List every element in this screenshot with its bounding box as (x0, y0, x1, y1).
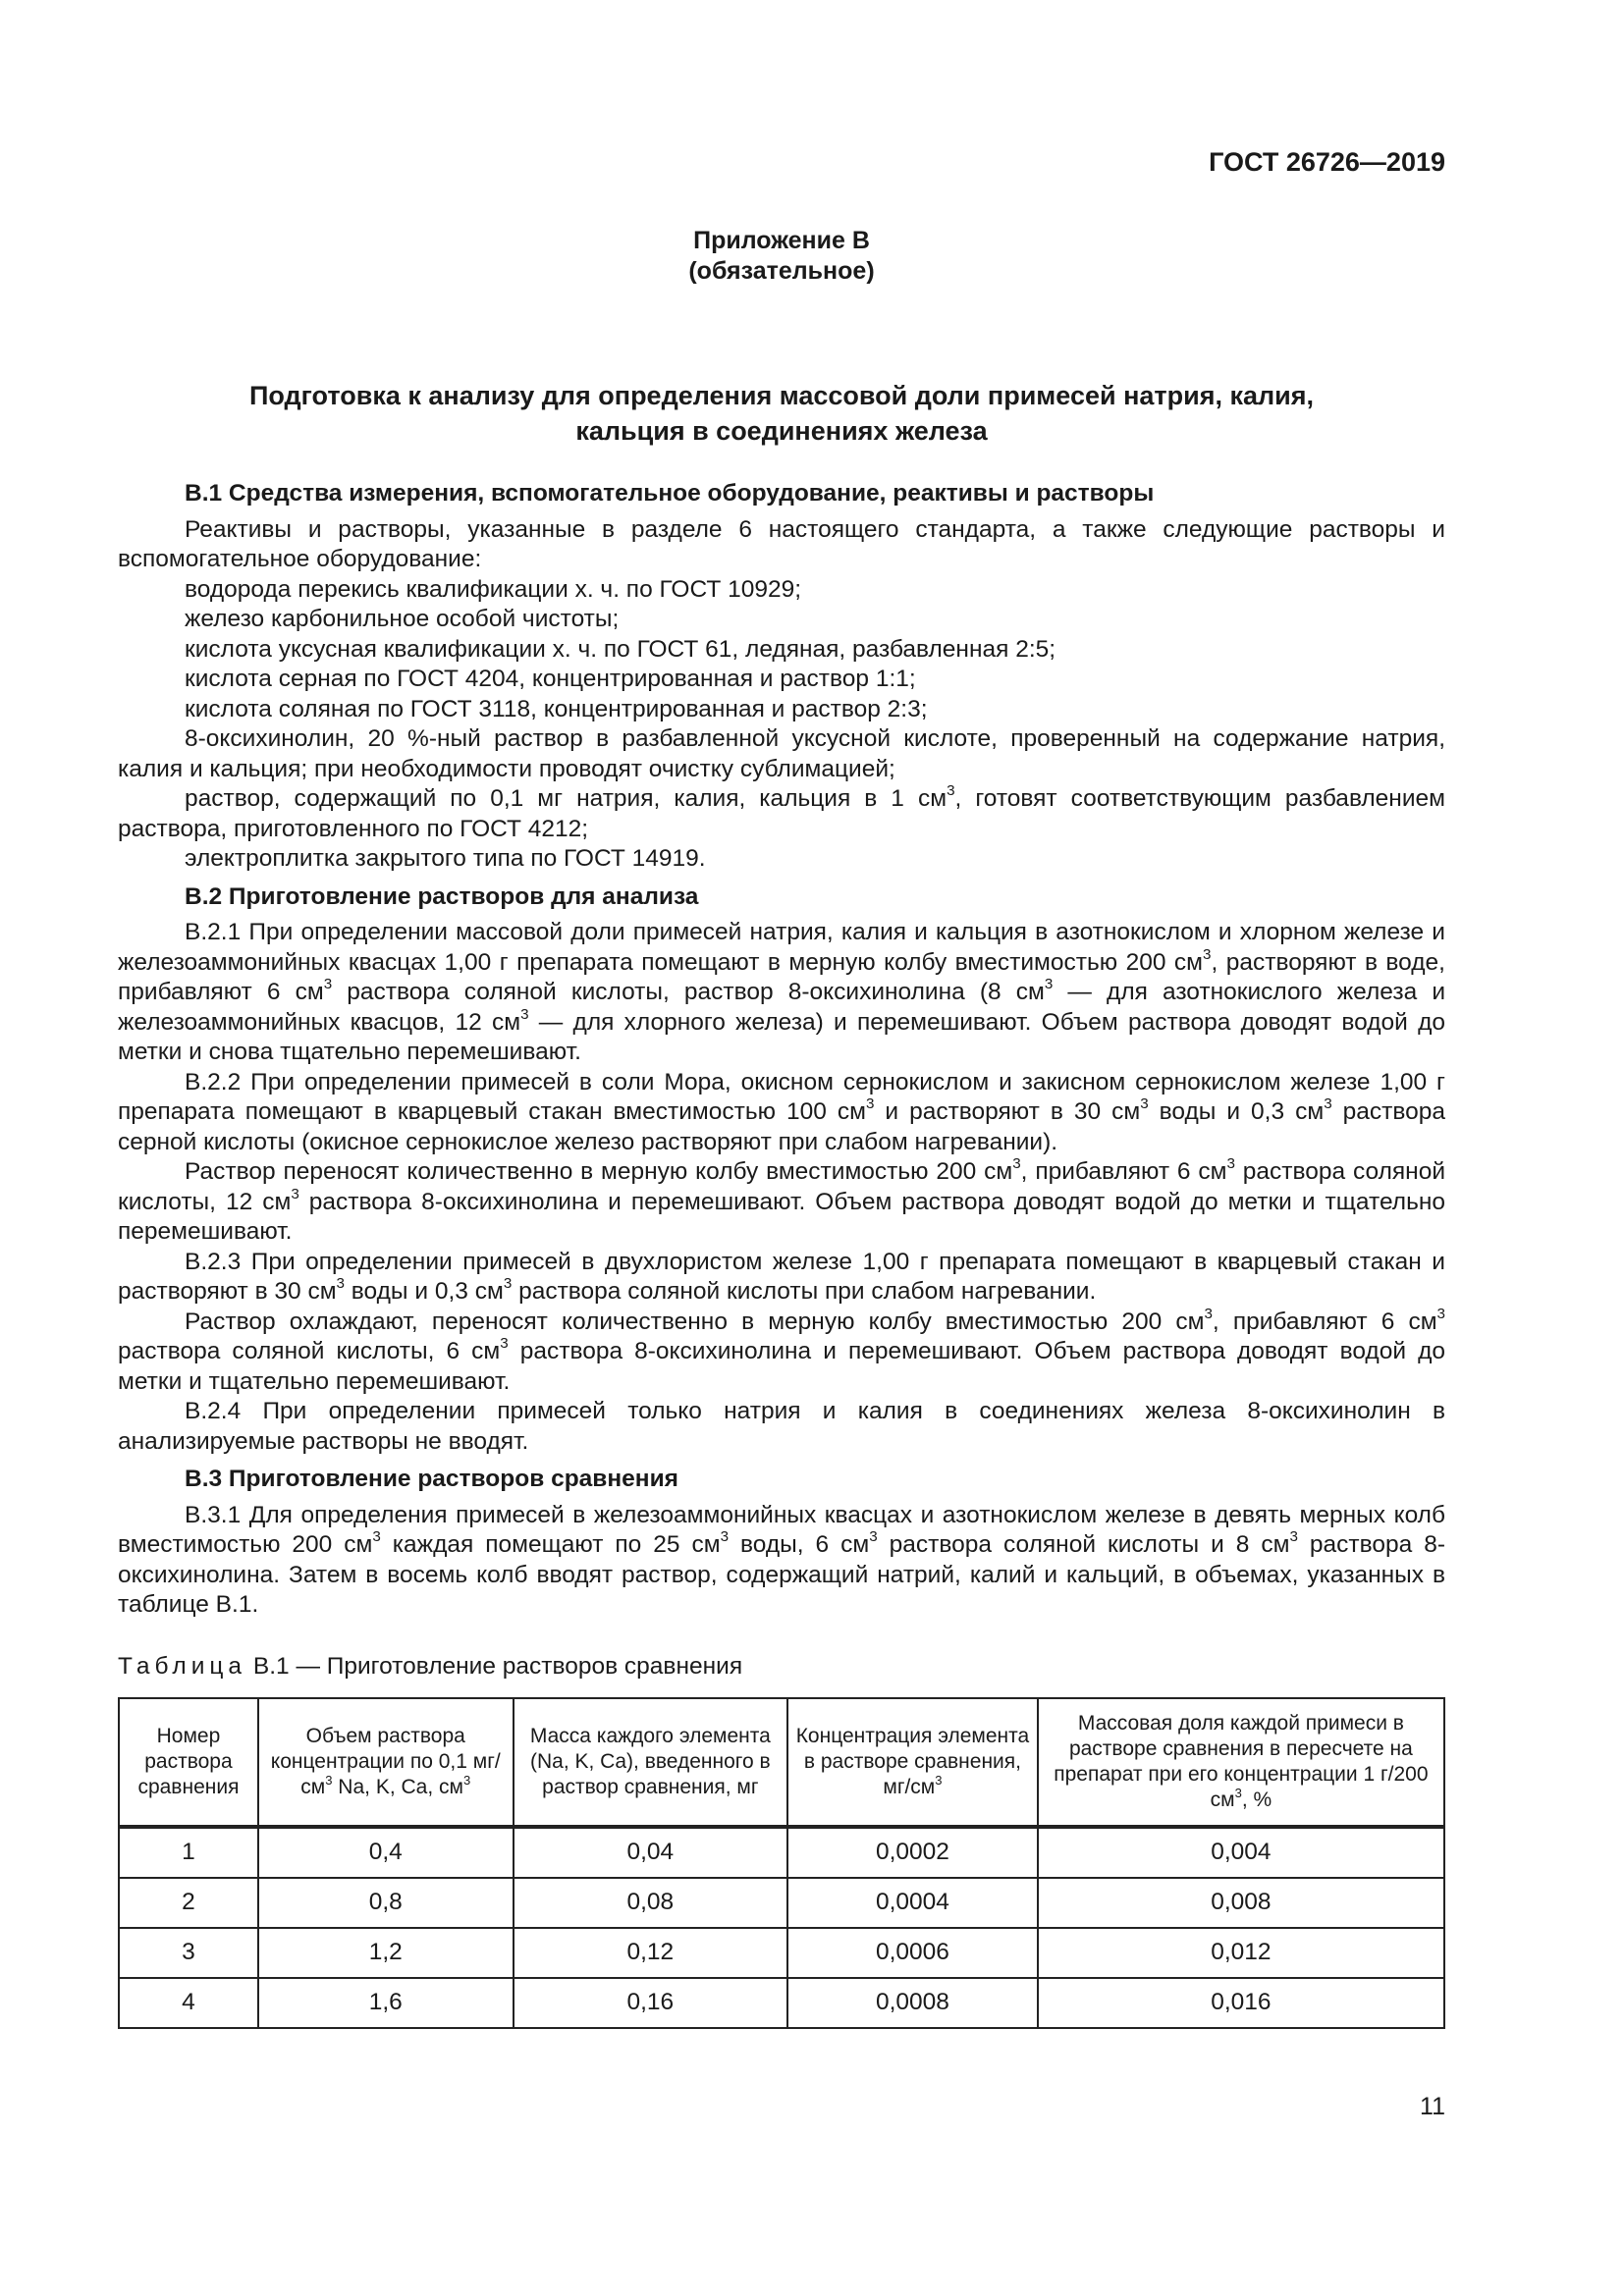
paragraph: Раствор переносят количественно в мерную колбу вместимостью 200 $см^3$, прибавляют 6 $см^3$ раствора соляной кислоты, 12 $см^3$ раствора 8-оксихинолина и перемешивают. Объем раствора доводят водой до метки и тщательно перемешивают. (118, 1155, 1446, 1245)
list-item: электроплитка закрытого типа по ГОСТ 14919. (185, 845, 706, 872)
paragraph: Реактивы и растворы, указанные в разделе 6 настоящего стандарта, а также следующие растворы и вспомогательное оборудование: (118, 515, 1445, 572)
paragraph: В.2.2 При определении примесей в соли Мора, окисном сернокислом и закисном сернокислом железе 1,00 г препарата помещают в кварцевый стакан вместимостью 100 $см^3$ и растворяют в 30 $см^3$ воды и 0,3 $см^3$ раствора серной кислоты (окисное сернокислое железо растворяют при слабом нагревании). (118, 1068, 1445, 1155)
table-cell: 0,012 (1038, 1928, 1444, 1978)
table-cell: 0,16 (514, 1978, 788, 2028)
body-text (118, 471, 1445, 2029)
table-cell: 0,0004 (787, 1878, 1038, 1928)
title-line-2: кальция в соединениях железа (575, 416, 988, 446)
table-header-cell: Номер раствора сравнения (119, 1698, 258, 1827)
table-cell: 0,8 (258, 1878, 514, 1928)
table-row (119, 1878, 1444, 1928)
paragraph: Раствор охлаждают, переносят количественно в мерную колбу вместимостью 200 $см^3$, прибавляют 6 $см^3$ раствора соляной кислоты, 6 $см^3$ раствора 8-оксихинолина и перемешивают. Объем раствора доводят водой до метки и тщательно перемешивают. (118, 1305, 1445, 1395)
page-number: 11 (1420, 2093, 1445, 2120)
table-cell: 4 (119, 1978, 258, 2028)
table-header-cell: Массовая доля каждой примеси в растворе сравнения в пересчете на препарат при его концентрации 1 г/200 $см^3$, % (1038, 1698, 1444, 1827)
table-b1 (118, 1697, 1445, 2029)
table-cell: 0,12 (514, 1928, 788, 1978)
appendix-heading (118, 226, 1445, 287)
paragraph: В.2.3 При определении примесей в двухлористом железе 1,00 г препарата помещают в кварцевый стакан и растворяют в 30 $см^3$ воды и 0,3 $см^3$ раствора соляной кислоты при слабом нагревании. (118, 1248, 1445, 1305)
heading-b3: В.3 Приготовление растворов сравнения (185, 1466, 678, 1492)
list-item: кислота уксусная квалификации х. ч. по ГОСТ 61, ледяная, разбавленная 2:5; (185, 635, 1056, 663)
table-cell: 2 (119, 1878, 258, 1928)
table-cell: 0,08 (514, 1878, 788, 1928)
standard-number: ГОСТ 26726—2019 (1209, 147, 1445, 177)
page (118, 0, 1445, 2296)
table-cell: 0,04 (514, 1827, 788, 1878)
section-title (118, 378, 1445, 449)
table-header-cell: Концентрация элемента в растворе сравнения, $мг/см^3$ (787, 1698, 1038, 1827)
heading-b1: В.1 Средства измерения, вспомогательное оборудование, реактивы и растворы (185, 480, 1155, 507)
table-row (119, 1827, 1444, 1878)
appendix-title: Приложение В (693, 227, 870, 254)
table-row (119, 1978, 1444, 2028)
table-cell: 0,4 (258, 1827, 514, 1878)
table-cell: 0,0002 (787, 1827, 1038, 1878)
list-item: железо карбонильное особой чистоты; (185, 606, 620, 632)
table-cell: 1 (119, 1827, 258, 1878)
paragraph: 8-оксихинолин, 20 %-ный раствор в разбавленной уксусной кислоте, проверенный на содержание натрия, калия и кальция; при необходимости проводят очистку сублимацией; (118, 725, 1445, 782)
table-caption: Таблица В.1 — Приготовление растворов сравнения (118, 1652, 743, 1680)
paragraph: В.2.1 При определении массовой доли примесей натрия, калия и кальция в азотнокислом и хлорном железе и железоаммонийных квасцах 1,00 г препарата помещают в мерную колбу вместимостью 200 $см^3$, растворяют в воде, прибавляют 6 $см^3$ раствора соляной кислоты, раствор 8-оксихинолина (8 $см^3$ — для азотнокислого железа и железоаммонийных квасцов, 12 $см^3$ — для хлорного железа) и перемешивают. Объем раствора доводят водой до метки и снова тщательно перемешивают. (118, 919, 1445, 1065)
list-item: кислота серная по ГОСТ 4204, концентрированная и раствор 1:1; (185, 666, 916, 692)
table-row (119, 1928, 1444, 1978)
table-cell: 0,016 (1038, 1978, 1444, 2028)
table-cell: 0,008 (1038, 1878, 1444, 1928)
list-item: водорода перекись квалификации х. ч. по ГОСТ 10929; (185, 575, 802, 603)
title-line-1: Подготовка к анализу для определения массовой доли примесей натрия, калия, (248, 381, 1315, 410)
table-cell: 1,6 (258, 1978, 514, 2028)
table-cell: 0,004 (1038, 1827, 1444, 1878)
paragraph: В.2.4 При определении примесей только натрия и калия в соединениях железа 8-оксихинолин в анализируемые растворы не вводят. (118, 1398, 1445, 1455)
table-cell: 0,0006 (787, 1928, 1038, 1978)
table-cell: 3 (119, 1928, 258, 1978)
table-cell: 1,2 (258, 1928, 514, 1978)
table-cell: 0,0008 (787, 1978, 1038, 2028)
paragraph: В.3.1 Для определения примесей в железоаммонийных квасцах и азотнокислом железе в девять мерных колб вместимостью 200 $см^3$ каждая помещают по 25 $см^3$ воды, 6 $см^3$ раствора соляной кислоты и 8 $см^3$ раствора 8-оксихинолина. Затем в восемь колб вводят раствор, содержащий натрий, калий и кальций, в объемах, указанных в таблице В.1. (118, 1501, 1445, 1618)
heading-b2: В.2 Приготовление растворов для анализа (185, 882, 699, 910)
paragraph: раствор, содержащий по 0,1 мг натрия, калия, кальция в 1 $см^3$, готовят соответствующим разбавлением раствора, приготовленного по ГОСТ 4212; (118, 782, 1445, 842)
table-header-cell: Объем раствора концентрации по 0,1 $мг/см^3$ Na, K, Ca, $см^3$ (258, 1698, 514, 1827)
list-item: кислота соляная по ГОСТ 3118, концентрированная и раствор 2:3; (185, 695, 928, 722)
table-header-cell: Масса каждого элемента (Na, K, Ca), введенного в раствор сравнения, мг (514, 1698, 788, 1827)
table-header-row (119, 1698, 1444, 1827)
appendix-status: (обязательное) (688, 257, 875, 285)
